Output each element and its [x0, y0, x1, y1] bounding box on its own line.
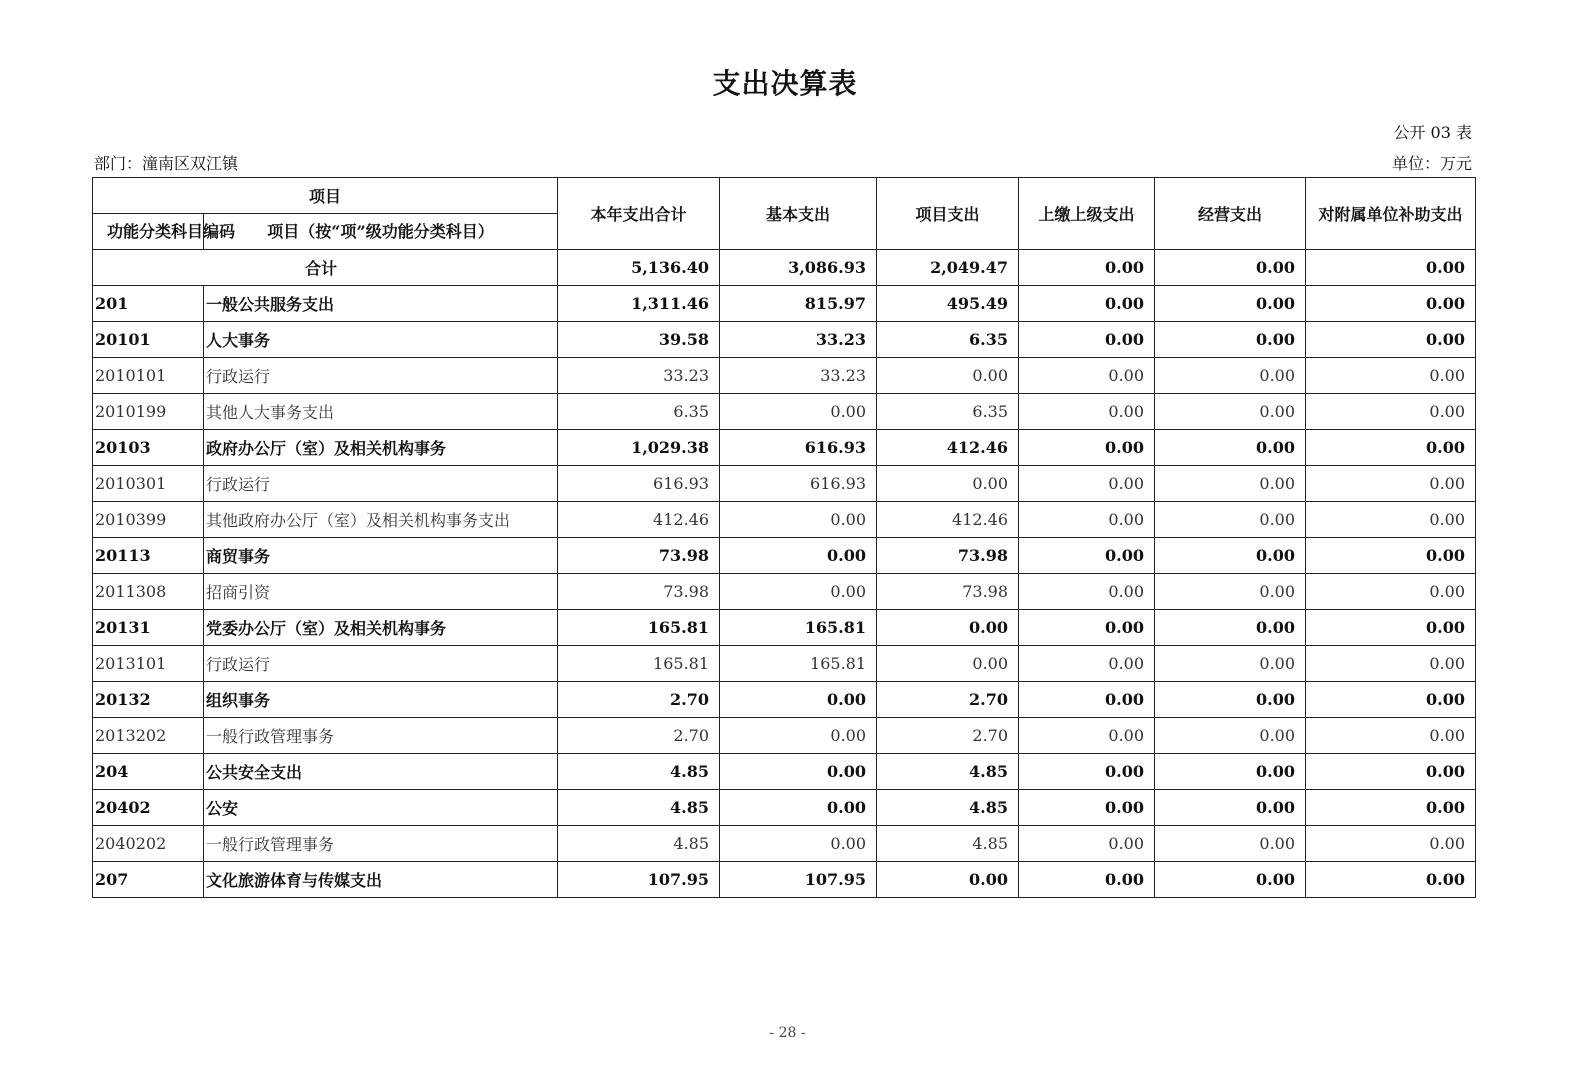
table-row [93, 826, 1476, 862]
row-value: 6.35 [877, 394, 1019, 430]
row-value: 0.00 [1155, 574, 1306, 610]
row-value: 616.93 [720, 430, 877, 466]
row-value: 0.00 [1019, 358, 1155, 394]
table-row [93, 754, 1476, 790]
row-value: 0.00 [1155, 646, 1306, 682]
unit-label: 单位：万元 [1391, 154, 1472, 173]
row-value: 0.00 [1306, 646, 1476, 682]
row-value: 0.00 [1306, 718, 1476, 754]
row-value: 0.00 [1306, 574, 1476, 610]
row-code: 2010101 [93, 358, 204, 394]
row-value: 0.00 [720, 574, 877, 610]
table-row [93, 430, 1476, 466]
row-value: 0.00 [1155, 610, 1306, 646]
table-row [93, 286, 1476, 322]
row-name: 人大事务 [204, 322, 558, 358]
total-cell: 2,049.47 [877, 250, 1019, 286]
header-code: 功能分类科目编码 [93, 214, 204, 250]
row-value: 1,311.46 [558, 286, 720, 322]
table-header [93, 178, 1476, 250]
row-value: 0.00 [877, 358, 1019, 394]
row-code: 204 [93, 754, 204, 790]
table-row [93, 574, 1476, 610]
row-value: 0.00 [1019, 610, 1155, 646]
table-row [93, 394, 1476, 430]
row-value: 0.00 [1155, 790, 1306, 826]
row-value: 0.00 [1019, 718, 1155, 754]
table-row [93, 502, 1476, 538]
row-value: 0.00 [1155, 322, 1306, 358]
row-code: 20402 [93, 790, 204, 826]
row-value: 4.85 [558, 754, 720, 790]
row-value: 0.00 [1155, 286, 1306, 322]
total-cell: 0.00 [1019, 250, 1155, 286]
row-value: 616.93 [558, 466, 720, 502]
row-value: 165.81 [720, 610, 877, 646]
row-name: 招商引资 [204, 574, 558, 610]
department-label: 部门：潼南区双江镇 [94, 154, 239, 173]
table-row [93, 322, 1476, 358]
row-code: 201 [93, 286, 204, 322]
header-business: 经营支出 [1155, 178, 1306, 250]
row-value: 0.00 [720, 538, 877, 574]
row-name: 行政运行 [204, 466, 558, 502]
row-value: 73.98 [558, 574, 720, 610]
row-name: 组织事务 [204, 682, 558, 718]
row-name: 行政运行 [204, 646, 558, 682]
row-value: 0.00 [1019, 574, 1155, 610]
row-value: 6.35 [877, 322, 1019, 358]
row-value: 0.00 [1306, 430, 1476, 466]
row-value: 165.81 [720, 646, 877, 682]
row-code: 20132 [93, 682, 204, 718]
row-value: 6.35 [558, 394, 720, 430]
row-value: 0.00 [1019, 466, 1155, 502]
row-code: 20103 [93, 430, 204, 466]
row-code: 2013202 [93, 718, 204, 754]
row-name: 其他人大事务支出 [204, 394, 558, 430]
row-value: 0.00 [1019, 538, 1155, 574]
row-value: 2.70 [877, 682, 1019, 718]
row-value: 107.95 [558, 862, 720, 898]
row-value: 0.00 [720, 754, 877, 790]
row-value: 0.00 [1306, 538, 1476, 574]
header-total: 本年支出合计 [558, 178, 720, 250]
row-value: 0.00 [1306, 754, 1476, 790]
row-name: 商贸事务 [204, 538, 558, 574]
table-row [93, 790, 1476, 826]
row-name: 其他政府办公厅（室）及相关机构事务支出 [204, 502, 558, 538]
row-code: 2011308 [93, 574, 204, 610]
row-value: 0.00 [1155, 394, 1306, 430]
row-value: 0.00 [1019, 502, 1155, 538]
row-value: 412.46 [558, 502, 720, 538]
row-code: 2010199 [93, 394, 204, 430]
row-value: 0.00 [1306, 610, 1476, 646]
row-name: 公安 [204, 790, 558, 826]
row-value: 0.00 [1155, 682, 1306, 718]
row-value: 0.00 [877, 610, 1019, 646]
row-value: 39.58 [558, 322, 720, 358]
row-value: 0.00 [1155, 862, 1306, 898]
row-value: 0.00 [720, 790, 877, 826]
row-value: 73.98 [877, 574, 1019, 610]
row-value: 0.00 [1306, 790, 1476, 826]
row-value: 4.85 [877, 790, 1019, 826]
total-row [93, 250, 1476, 286]
header-basic: 基本支出 [720, 178, 877, 250]
row-value: 33.23 [720, 358, 877, 394]
row-name: 一般行政管理事务 [204, 826, 558, 862]
row-value: 0.00 [1306, 466, 1476, 502]
row-value: 33.23 [558, 358, 720, 394]
row-value: 4.85 [877, 754, 1019, 790]
row-value: 0.00 [720, 502, 877, 538]
row-name: 一般行政管理事务 [204, 718, 558, 754]
total-cell: 0.00 [1155, 250, 1306, 286]
header-project: 项目 [93, 178, 558, 214]
row-code: 2040202 [93, 826, 204, 862]
row-code: 2010301 [93, 466, 204, 502]
row-value: 616.93 [720, 466, 877, 502]
row-value: 0.00 [877, 466, 1019, 502]
table-row [93, 538, 1476, 574]
row-value: 0.00 [1155, 358, 1306, 394]
row-value: 0.00 [1306, 502, 1476, 538]
table-row [93, 682, 1476, 718]
row-value: 0.00 [1306, 358, 1476, 394]
expenditure-table [92, 177, 1476, 898]
table-row [93, 466, 1476, 502]
table-row [93, 646, 1476, 682]
row-value: 0.00 [1019, 862, 1155, 898]
row-value: 33.23 [720, 322, 877, 358]
row-name: 行政运行 [204, 358, 558, 394]
row-value: 0.00 [1019, 430, 1155, 466]
row-name: 文化旅游体育与传媒支出 [204, 862, 558, 898]
row-value: 4.85 [877, 826, 1019, 862]
total-cell: 0.00 [1306, 250, 1476, 286]
row-name: 政府办公厅（室）及相关机构事务 [204, 430, 558, 466]
row-value: 0.00 [1019, 754, 1155, 790]
row-value: 412.46 [877, 430, 1019, 466]
row-code: 2010399 [93, 502, 204, 538]
row-value: 4.85 [558, 826, 720, 862]
table-row [93, 610, 1476, 646]
table-row [93, 862, 1476, 898]
row-code: 20113 [93, 538, 204, 574]
row-value: 0.00 [1306, 322, 1476, 358]
row-value: 0.00 [1155, 538, 1306, 574]
row-value: 4.85 [558, 790, 720, 826]
row-value: 0.00 [720, 718, 877, 754]
row-value: 2.70 [877, 718, 1019, 754]
row-code: 207 [93, 862, 204, 898]
row-name: 公共安全支出 [204, 754, 558, 790]
row-value: 0.00 [1306, 862, 1476, 898]
row-name: 一般公共服务支出 [204, 286, 558, 322]
row-value: 0.00 [720, 394, 877, 430]
row-value: 165.81 [558, 610, 720, 646]
table-row [93, 358, 1476, 394]
row-value: 412.46 [877, 502, 1019, 538]
row-value: 0.00 [1019, 394, 1155, 430]
table-row [93, 718, 1476, 754]
table-body [93, 250, 1476, 898]
row-value: 0.00 [1019, 646, 1155, 682]
page-number: - 28 - [769, 1025, 806, 1041]
row-value: 1,029.38 [558, 430, 720, 466]
row-value: 0.00 [1019, 322, 1155, 358]
row-value: 165.81 [558, 646, 720, 682]
total-cell: 5,136.40 [558, 250, 720, 286]
row-value: 0.00 [1155, 466, 1306, 502]
row-value: 0.00 [720, 826, 877, 862]
row-code: 20101 [93, 322, 204, 358]
row-value: 0.00 [1155, 718, 1306, 754]
row-value: 73.98 [877, 538, 1019, 574]
row-value: 0.00 [1019, 826, 1155, 862]
row-value: 815.97 [720, 286, 877, 322]
row-name: 党委办公厅（室）及相关机构事务 [204, 610, 558, 646]
total-label: 合计 [93, 250, 558, 286]
row-value: 2.70 [558, 682, 720, 718]
row-value: 0.00 [877, 862, 1019, 898]
form-number: 公开 03 表 [1393, 123, 1472, 142]
page-title: 支出决算表 [712, 67, 858, 100]
header-item-name: 项目（按“项”级功能分类科目） [204, 214, 558, 250]
row-value: 0.00 [877, 646, 1019, 682]
row-value: 2.70 [558, 718, 720, 754]
row-code: 2013101 [93, 646, 204, 682]
row-value: 0.00 [1019, 682, 1155, 718]
row-value: 0.00 [1019, 790, 1155, 826]
header-upper-level: 上缴上级支出 [1019, 178, 1155, 250]
row-value: 0.00 [1155, 826, 1306, 862]
row-code: 20131 [93, 610, 204, 646]
row-value: 0.00 [1306, 826, 1476, 862]
row-value: 0.00 [1019, 286, 1155, 322]
row-value: 0.00 [1306, 286, 1476, 322]
row-value: 0.00 [1306, 394, 1476, 430]
row-value: 0.00 [1306, 682, 1476, 718]
row-value: 0.00 [1155, 502, 1306, 538]
row-value: 495.49 [877, 286, 1019, 322]
row-value: 0.00 [1155, 430, 1306, 466]
row-value: 107.95 [720, 862, 877, 898]
row-value: 0.00 [720, 682, 877, 718]
header-subsidy: 对附属单位补助支出 [1306, 178, 1476, 250]
header-project-expense: 项目支出 [877, 178, 1019, 250]
total-cell: 3,086.93 [720, 250, 877, 286]
row-value: 73.98 [558, 538, 720, 574]
row-value: 0.00 [1155, 754, 1306, 790]
